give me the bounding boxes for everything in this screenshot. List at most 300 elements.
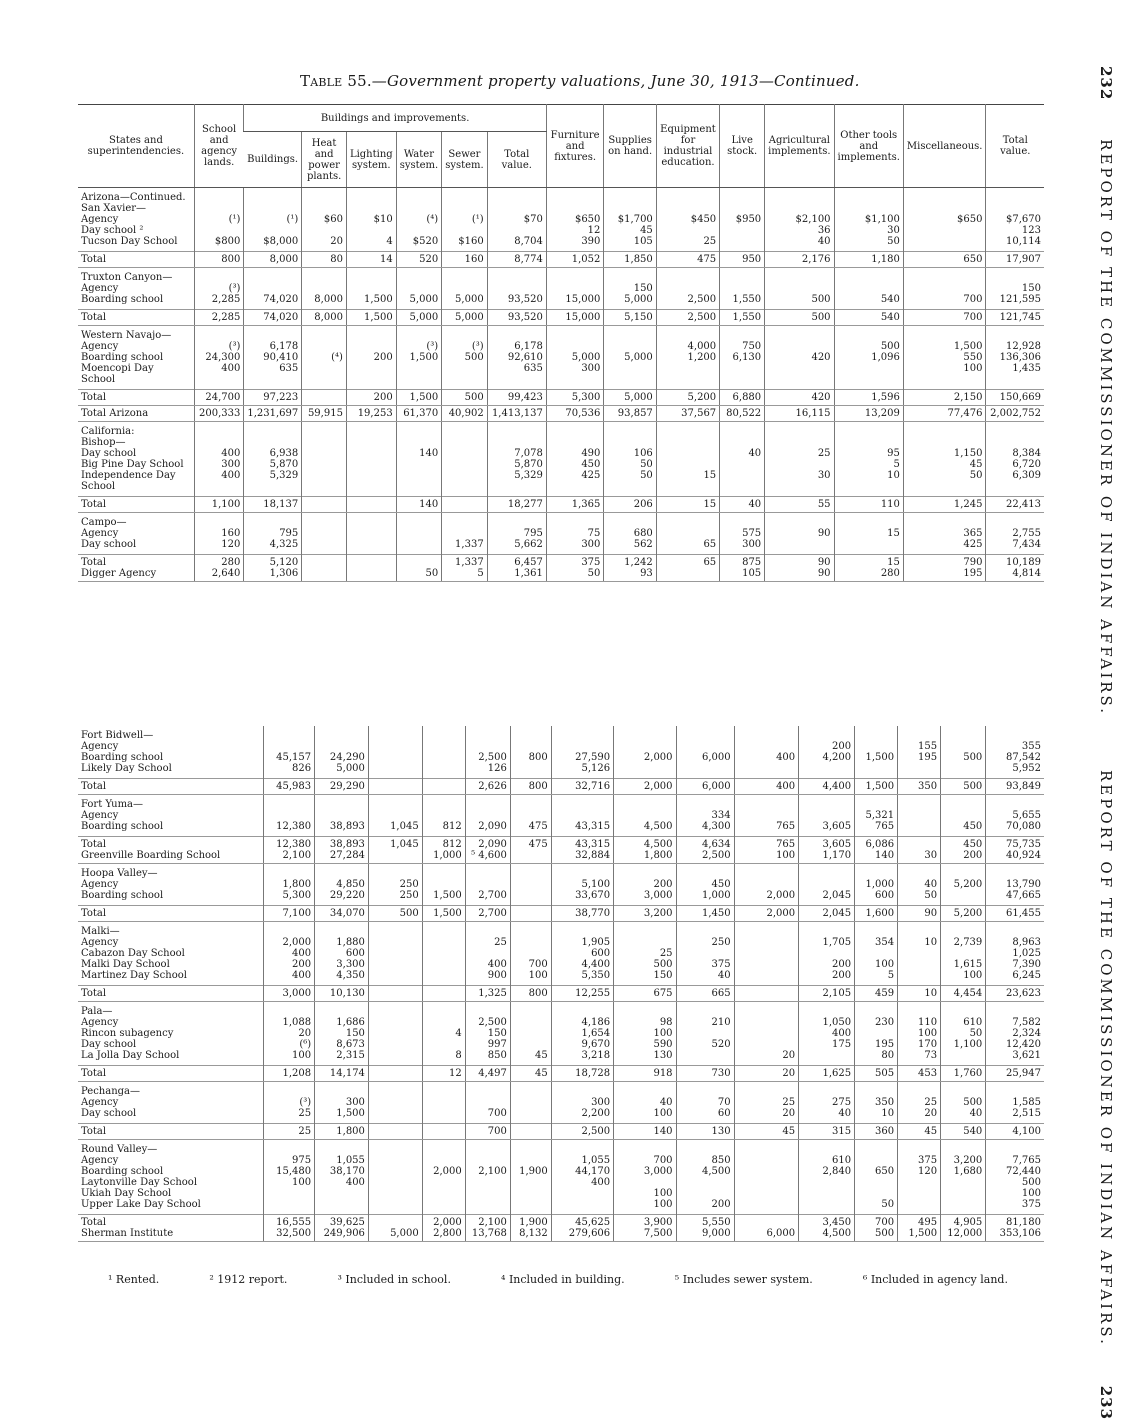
- value-cell: 1,045: [368, 795, 422, 837]
- footnote: ⁵ Includes sewer system.: [674, 1273, 813, 1286]
- table-number: Table 55.: [300, 72, 372, 90]
- value-cell: 40: [720, 422, 765, 497]
- value-cell: 25: [263, 1124, 315, 1140]
- value-cell: 5,000: [604, 326, 656, 390]
- value-cell: 15: [656, 497, 719, 513]
- row-label: Total Sherman Institute: [78, 1215, 263, 1242]
- value-cell: $650: [903, 188, 986, 252]
- value-cell: 38,893: [315, 795, 369, 837]
- table-row: [78, 1002, 1044, 1066]
- col-total-value-bi: Total value.: [487, 132, 546, 188]
- value-cell: 500: [765, 268, 834, 310]
- value-cell: 765 100: [734, 837, 799, 864]
- value-cell: 700: [465, 1082, 510, 1124]
- value-cell: (⁴) $520: [396, 188, 442, 252]
- value-cell: 3,605: [799, 795, 855, 837]
- value-cell: 1,550: [720, 268, 765, 310]
- value-cell: 25 30: [765, 422, 834, 497]
- col-misc: Miscellaneous.: [903, 105, 986, 188]
- value-cell: 800: [510, 986, 551, 1002]
- value-cell: 5,550 9,000: [676, 1215, 734, 1242]
- value-cell: 475: [510, 795, 551, 837]
- row-label: California: Bishop— Day school Big Pine Day School Independence Day School: [81, 426, 184, 492]
- value-cell: 206: [604, 497, 656, 513]
- value-cell: 450 200: [941, 837, 986, 864]
- value-cell: 99,423: [487, 390, 546, 406]
- table-row: [78, 326, 1044, 390]
- value-cell: 800: [194, 252, 244, 268]
- value-cell: $650 12 390: [546, 188, 604, 252]
- page-number-top: 232: [1097, 66, 1115, 101]
- value-cell: 975 15,480 100: [263, 1140, 315, 1215]
- value-cell: [302, 497, 347, 513]
- value-cell: 1,500: [855, 779, 898, 795]
- value-cell: 450 1,000: [676, 864, 734, 906]
- value-cell: 420: [765, 390, 834, 406]
- value-cell: 500: [941, 779, 986, 795]
- row-label: Campo— Agency Day school: [81, 517, 137, 550]
- value-cell: 5,150: [604, 310, 656, 326]
- footnote: ³ Included in school.: [337, 1273, 451, 1286]
- table-row: [78, 795, 1044, 837]
- value-cell: [422, 1124, 465, 1140]
- table-row: [78, 1124, 1044, 1140]
- value-cell: [510, 1124, 551, 1140]
- value-cell: 15,000: [546, 268, 604, 310]
- value-cell: 200: [346, 390, 396, 406]
- row-label: Total: [78, 986, 263, 1002]
- value-cell: [422, 922, 465, 986]
- value-cell: 5,000: [368, 1215, 422, 1242]
- value-cell: [442, 422, 488, 497]
- value-cell: 950: [720, 252, 765, 268]
- value-cell: 3,605 1,170: [799, 837, 855, 864]
- value-cell: 1,088 20 (⁶) 100: [263, 1002, 315, 1066]
- value-cell: $450 25: [656, 188, 719, 252]
- value-cell: 43,315: [551, 795, 613, 837]
- value-cell: 140: [396, 422, 442, 497]
- row-label: Fort Yuma— Agency Boarding school: [81, 799, 164, 832]
- value-cell: 6,938 5,870 5,329: [244, 422, 302, 497]
- value-cell: 505: [855, 1066, 898, 1082]
- value-cell: 80: [302, 252, 347, 268]
- value-cell: 4,186 1,654 9,670 3,218: [551, 1002, 613, 1066]
- value-cell: 93,520: [487, 268, 546, 310]
- value-cell: 730: [676, 1066, 734, 1082]
- value-cell: 795 5,662: [487, 513, 546, 555]
- value-cell: 3,900 7,500: [614, 1215, 676, 1242]
- value-cell: (³) 25: [263, 1082, 315, 1124]
- value-cell: $70 8,704: [487, 188, 546, 252]
- running-title-top: REPORT OF THE COMMISSIONER OF INDIAN AFFAIRS.: [1097, 139, 1115, 717]
- value-cell: [734, 1140, 799, 1215]
- value-cell: 1,245: [903, 497, 986, 513]
- value-cell: 55: [765, 497, 834, 513]
- value-cell: 1,585 2,515: [986, 1082, 1044, 1124]
- value-cell: 2,045: [799, 864, 855, 906]
- value-cell: 4,500 1,800: [614, 837, 676, 864]
- value-cell: 420: [765, 326, 834, 390]
- value-cell: 2,045: [799, 906, 855, 922]
- value-cell: 520: [396, 252, 442, 268]
- col-supplies: Supplies on hand.: [604, 105, 656, 188]
- value-cell: [368, 1124, 422, 1140]
- value-cell: [898, 795, 941, 837]
- value-cell: 15: [834, 513, 903, 555]
- value-cell: 1,450: [676, 906, 734, 922]
- col-school-lands: School and agency lands.: [194, 105, 244, 188]
- value-cell: 29,290: [315, 779, 369, 795]
- value-cell: [368, 1002, 422, 1066]
- value-cell: $2,100 36 40: [765, 188, 834, 252]
- table-row: [78, 1215, 1044, 1242]
- value-cell: (³) 500: [442, 326, 488, 390]
- value-cell: 38,893 27,284: [315, 837, 369, 864]
- value-cell: 61,370: [396, 406, 442, 422]
- value-cell: 5,200: [656, 390, 719, 406]
- value-cell: 7,100: [263, 906, 315, 922]
- value-cell: 25 20: [734, 1082, 799, 1124]
- page-title: [300, 72, 860, 90]
- value-cell: 4,454: [941, 986, 986, 1002]
- table-row: [78, 406, 1044, 422]
- value-cell: [368, 986, 422, 1002]
- value-cell: 13,790 47,665: [986, 864, 1044, 906]
- value-cell: [442, 497, 488, 513]
- value-cell: 74,020: [244, 310, 302, 326]
- value-cell: 315: [799, 1124, 855, 1140]
- table-row: [78, 726, 1044, 779]
- value-cell: 16,555 32,500: [263, 1215, 315, 1242]
- value-cell: 2,626: [465, 779, 510, 795]
- value-cell: 2,739 1,615 100: [941, 922, 986, 986]
- value-cell: 2,100 13,768: [465, 1215, 510, 1242]
- table-row: [78, 252, 1044, 268]
- value-cell: [302, 513, 347, 555]
- value-cell: 25,947: [986, 1066, 1044, 1082]
- value-cell: 1,600: [855, 906, 898, 922]
- table-row: [78, 1082, 1044, 1124]
- value-cell: 34,070: [315, 906, 369, 922]
- value-cell: 12,380: [263, 795, 315, 837]
- value-cell: 1,686 150 8,673 2,315: [315, 1002, 369, 1066]
- value-cell: 334 4,300: [676, 795, 734, 837]
- value-cell: 795 4,325: [244, 513, 302, 555]
- col-furniture: Furniture and fixtures.: [546, 105, 604, 188]
- row-label: Pechanga— Agency Day school: [81, 1086, 141, 1119]
- value-cell: 3,000: [263, 986, 315, 1002]
- value-cell: 1,055 38,170 400: [315, 1140, 369, 1215]
- value-cell: 2,700: [465, 906, 510, 922]
- value-cell: 17,907: [986, 252, 1044, 268]
- value-cell: 6,457 1,361: [487, 555, 546, 582]
- value-cell: 1,880 600 3,300 4,350: [315, 922, 369, 986]
- value-cell: 250 250: [368, 864, 422, 906]
- value-cell: (¹) $8,000: [244, 188, 302, 252]
- value-cell: 3,450 4,500: [799, 1215, 855, 1242]
- value-cell: 74,020: [244, 268, 302, 310]
- value-cell: 1,050 400 175: [799, 1002, 855, 1066]
- value-cell: 93,857: [604, 406, 656, 422]
- value-cell: 8,000: [302, 310, 347, 326]
- value-cell: [422, 779, 465, 795]
- value-cell: 150,669: [986, 390, 1044, 406]
- table-row: [78, 555, 1044, 582]
- table-row: [78, 390, 1044, 406]
- value-cell: 155 195: [898, 726, 941, 779]
- value-cell: 45: [510, 1002, 551, 1066]
- value-cell: 1,100: [194, 497, 244, 513]
- value-cell: 1,045: [368, 837, 422, 864]
- table-top-body: [78, 188, 1044, 582]
- value-cell: 680 562: [604, 513, 656, 555]
- row-label: Total: [78, 906, 263, 922]
- value-cell: [396, 513, 442, 555]
- value-cell: 1,337: [442, 513, 488, 555]
- value-cell: 665: [676, 986, 734, 1002]
- value-cell: 50: [396, 555, 442, 582]
- value-cell: 6,086 140: [855, 837, 898, 864]
- value-cell: 700 3,000 100 100: [614, 1140, 676, 1215]
- value-cell: 1,500: [346, 268, 396, 310]
- value-cell: 6,880: [720, 390, 765, 406]
- value-cell: 24,700: [194, 390, 244, 406]
- value-cell: 2,500: [656, 310, 719, 326]
- value-cell: 475: [510, 837, 551, 864]
- value-cell: 70,536: [546, 406, 604, 422]
- value-cell: 400: [734, 726, 799, 779]
- value-cell: 40 100: [614, 1082, 676, 1124]
- value-cell: 13,209: [834, 406, 903, 422]
- value-cell: 300 1,500: [315, 1082, 369, 1124]
- running-title-bottom: REPORT OF THE COMMISSIONER OF INDIAN AFFAIRS.: [1097, 770, 1115, 1347]
- value-cell: 1,800: [315, 1124, 369, 1140]
- value-cell: 200,333: [194, 406, 244, 422]
- value-cell: 80,522: [720, 406, 765, 422]
- value-cell: 1,325: [465, 986, 510, 1002]
- value-cell: 1,413,137: [487, 406, 546, 422]
- value-cell: [734, 922, 799, 986]
- value-cell: 812 1,000: [422, 837, 465, 864]
- value-cell: 750 6,130: [720, 326, 765, 390]
- value-cell: $950: [720, 188, 765, 252]
- value-cell: 500: [765, 310, 834, 326]
- value-cell: (¹) $160: [442, 188, 488, 252]
- value-cell: 27,590 5,126: [551, 726, 613, 779]
- value-cell: 650: [903, 252, 986, 268]
- value-cell: 5,200: [941, 864, 986, 906]
- value-cell: 1,900: [510, 1140, 551, 1215]
- value-cell: 500 40: [941, 1082, 986, 1124]
- value-cell: [302, 555, 347, 582]
- table-row: [78, 268, 1044, 310]
- value-cell: 25 500 150: [614, 922, 676, 986]
- value-cell: 1,180: [834, 252, 903, 268]
- value-cell: 38,770: [551, 906, 613, 922]
- value-cell: 8,384 6,720 6,309: [986, 422, 1044, 497]
- value-cell: 2,000: [422, 1140, 465, 1215]
- value-cell: [368, 1082, 422, 1124]
- value-cell: 2,090 ⁵ 4,600: [465, 837, 510, 864]
- value-cell: 2,285: [194, 310, 244, 326]
- value-cell: 22,413: [986, 497, 1044, 513]
- value-cell: 10,130: [315, 986, 369, 1002]
- value-cell: 4,497: [465, 1066, 510, 1082]
- value-cell: 450: [941, 795, 986, 837]
- table-row: [78, 513, 1044, 555]
- value-cell: 475: [656, 252, 719, 268]
- value-cell: 10,189 4,814: [986, 555, 1044, 582]
- value-cell: 25 20: [898, 1082, 941, 1124]
- value-cell: 20: [734, 1066, 799, 1082]
- value-cell: 14,174: [315, 1066, 369, 1082]
- value-cell: 25 400 900: [465, 922, 510, 986]
- value-cell: $10 4: [346, 188, 396, 252]
- value-cell: 2,700: [465, 864, 510, 906]
- table-row: [78, 922, 1044, 986]
- value-cell: 375 50: [546, 555, 604, 582]
- value-cell: 200 3,000: [614, 864, 676, 906]
- value-cell: 2,000: [614, 726, 676, 779]
- table-row: [78, 986, 1044, 1002]
- value-cell: 19,253: [346, 406, 396, 422]
- value-cell: 95 5 10: [834, 422, 903, 497]
- col-buildings-group: Buildings and improvements.: [244, 105, 546, 132]
- col-states: States and superintendencies.: [78, 105, 194, 188]
- value-cell: 6,000: [734, 1215, 799, 1242]
- col-lighting: Lighting system.: [346, 132, 396, 188]
- value-cell: 24,290 5,000: [315, 726, 369, 779]
- value-cell: 40 50: [898, 864, 941, 906]
- value-cell: 4,500: [614, 795, 676, 837]
- value-cell: 6,178 92,610 635: [487, 326, 546, 390]
- value-cell: 400: [734, 779, 799, 795]
- value-cell: 1,500: [422, 906, 465, 922]
- value-cell: [302, 422, 347, 497]
- row-label: Total: [78, 252, 194, 268]
- value-cell: 160 120: [194, 513, 244, 555]
- value-cell: 3,200 1,680: [941, 1140, 986, 1215]
- value-cell: 2,500: [551, 1124, 613, 1140]
- value-cell: 15,000: [546, 310, 604, 326]
- value-cell: 5,100 33,670: [551, 864, 613, 906]
- value-cell: 5,000: [442, 310, 488, 326]
- row-label: Malki— Agency Cabazon Day School Malki Day School Martinez Day School: [81, 926, 187, 981]
- value-cell: 4,850 29,220: [315, 864, 369, 906]
- col-heat-power: Heat and power plants.: [302, 132, 347, 188]
- table-row: [78, 422, 1044, 497]
- footnote: ² 1912 report.: [209, 1273, 288, 1286]
- value-cell: 32,716: [551, 779, 613, 795]
- value-cell: 400 300 400: [194, 422, 244, 497]
- value-cell: 650 50: [855, 1140, 898, 1215]
- value-cell: 2,100: [465, 1140, 510, 1215]
- value-cell: 40: [720, 497, 765, 513]
- value-cell: 1,208: [263, 1066, 315, 1082]
- table-row: [78, 188, 1044, 252]
- value-cell: 875 105: [720, 555, 765, 582]
- value-cell: [368, 1066, 422, 1082]
- value-cell: 1,242 93: [604, 555, 656, 582]
- col-agricultural: Agricultural implements.: [765, 105, 834, 188]
- value-cell: 2,090: [465, 795, 510, 837]
- value-cell: 12,928 136,306 1,435: [986, 326, 1044, 390]
- value-cell: 700: [903, 268, 986, 310]
- value-cell: $7,670 123 10,114: [986, 188, 1044, 252]
- value-cell: (⁴): [302, 326, 347, 390]
- row-label: Total: [78, 1066, 263, 1082]
- value-cell: 45: [734, 1124, 799, 1140]
- col-total: Total value.: [986, 105, 1044, 188]
- value-cell: [346, 497, 396, 513]
- value-cell: 6,000: [676, 726, 734, 779]
- valuation-table-bottom: [78, 726, 1044, 1242]
- value-cell: $1,100 30 50: [834, 188, 903, 252]
- col-equipment: Equipment for industrial education.: [656, 105, 719, 188]
- value-cell: 10: [898, 922, 941, 986]
- value-cell: 90: [765, 513, 834, 555]
- value-cell: 812: [422, 795, 465, 837]
- value-cell: 790 195: [903, 555, 986, 582]
- value-cell: 20: [734, 1002, 799, 1066]
- value-cell: 45,983: [263, 779, 315, 795]
- value-cell: 45,157 826: [263, 726, 315, 779]
- footnotes: [108, 1273, 1008, 1286]
- value-cell: [302, 390, 347, 406]
- value-cell: (³) 2,285: [194, 268, 244, 310]
- value-cell: 500 1,096: [834, 326, 903, 390]
- value-cell: 800: [510, 726, 551, 779]
- value-cell: 16,115: [765, 406, 834, 422]
- row-label: Total Digger Agency: [78, 555, 194, 582]
- value-cell: 490 450 425: [546, 422, 604, 497]
- table-bottom-body: [78, 726, 1044, 1242]
- table-row: [78, 1140, 1044, 1215]
- value-cell: 140: [614, 1124, 676, 1140]
- value-cell: 5,120 1,306: [244, 555, 302, 582]
- value-cell: 765: [734, 795, 799, 837]
- value-cell: 675: [614, 986, 676, 1002]
- value-cell: 1,905 600 4,400 5,350: [551, 922, 613, 986]
- table-row: [78, 497, 1044, 513]
- table-row: [78, 1066, 1044, 1082]
- value-cell: 700 100: [510, 922, 551, 986]
- value-cell: 1,596: [834, 390, 903, 406]
- value-cell: 1,500: [346, 310, 396, 326]
- table-row: [78, 864, 1044, 906]
- value-cell: 1,760: [941, 1066, 986, 1082]
- value-cell: 12,380 2,100: [263, 837, 315, 864]
- value-cell: 200: [346, 326, 396, 390]
- footnote: ⁶ Included in agency land.: [862, 1273, 1008, 1286]
- table-row: [78, 779, 1044, 795]
- value-cell: 500: [442, 390, 488, 406]
- row-label: Total: [78, 310, 194, 326]
- value-cell: 2,002,752: [986, 406, 1044, 422]
- value-cell: 150 121,595: [986, 268, 1044, 310]
- value-cell: 2,000: [734, 864, 799, 906]
- value-cell: 8,000: [244, 252, 302, 268]
- row-label: Fort Bidwell— Agency Boarding school Likely Day School: [81, 730, 172, 774]
- row-label: Pala— Agency Rincon subagency Day school La Jolla Day School: [81, 1006, 180, 1061]
- value-cell: 110: [834, 497, 903, 513]
- value-cell: 540: [834, 268, 903, 310]
- value-cell: [510, 906, 551, 922]
- value-cell: 1,500: [422, 864, 465, 906]
- value-cell: 495 1,500: [898, 1215, 941, 1242]
- row-label: Hoopa Valley— Agency Boarding school: [81, 868, 164, 901]
- value-cell: 4,634 2,500: [676, 837, 734, 864]
